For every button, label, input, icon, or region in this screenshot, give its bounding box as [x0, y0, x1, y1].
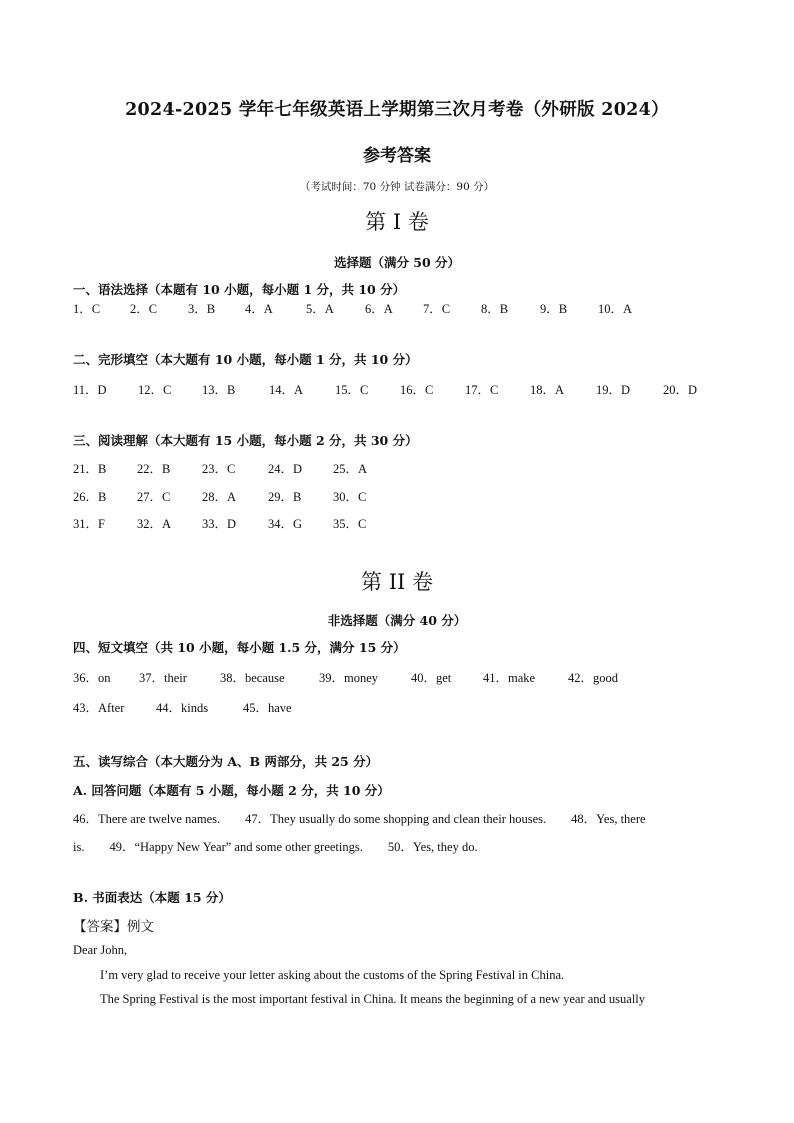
answer-item: 2．C	[130, 302, 158, 316]
answer-item: 40．get	[411, 671, 452, 685]
answer-item: 25．A	[333, 462, 368, 476]
answer-item: 12．C	[138, 383, 172, 397]
answer-item: 14．A	[269, 383, 304, 397]
part-heading-choice: 选择题（满分 50 分）	[333, 255, 461, 270]
answer-item: 41．make	[483, 671, 536, 685]
answer-label: 【答案】例文	[73, 919, 154, 935]
answer-item: 15．C	[335, 383, 369, 397]
answer-item: 7．C	[423, 302, 451, 316]
answer-item: 30．C	[333, 490, 367, 504]
answer-item: 36．on	[73, 671, 111, 685]
letter-salutation: Dear John,	[73, 943, 128, 957]
answer-item: 13．B	[202, 383, 236, 397]
document-subtitle: 参考答案	[363, 146, 431, 166]
answer-item: 34．G	[268, 517, 303, 531]
section-1-heading: 一、语法选择（本题有 10 小题，每小题 1 分，共 10 分）	[73, 282, 406, 297]
answer-item: 38．because	[220, 671, 285, 685]
answer-item: 21．B	[73, 462, 107, 476]
answer-item: 3．B	[188, 302, 216, 316]
part-a-answers-line-1: 46．There are twelve names. 47．They usually do some shopping and clean their houses. 48．Yes, there	[73, 812, 646, 826]
part-heading-non-choice: 非选择题（满分 40 分）	[327, 613, 467, 628]
answer-item: 10．A	[598, 302, 633, 316]
answer-item: 42．good	[568, 671, 619, 685]
letter-paragraph-2: The Spring Festival is the most important festival in China. It means the beginning of a new year and usually	[100, 992, 646, 1006]
letter-paragraph-1: I’m very glad to receive your letter asking about the customs of the Spring Festival in China.	[100, 968, 565, 982]
section-3-heading: 三、阅读理解（本大题有 15 小题，每小题 2 分，共 30 分）	[73, 433, 418, 448]
answer-item: 17．C	[465, 383, 499, 397]
document-title: 2024-2025 学年七年级英语上学期第三次月考卷（外研版 2024）	[125, 100, 669, 120]
answer-item: 23．C	[202, 462, 236, 476]
volume-1-label: 第 I 卷	[365, 210, 429, 234]
answer-item: 5．A	[306, 302, 334, 316]
answer-item: 45．have	[243, 701, 292, 715]
answer-item: 16．C	[400, 383, 434, 397]
answer-item: 43．After	[73, 701, 125, 715]
section-5-heading: 五、读写综合（本大题分为 A、B 两部分，共 25 分）	[73, 754, 379, 769]
part-b-heading: B. 书面表达（本题 15 分）	[73, 890, 231, 905]
answer-item: 22．B	[137, 462, 171, 476]
answer-item: 31．F	[73, 517, 105, 531]
answer-item: 8．B	[481, 302, 509, 316]
answer-item: 27．C	[137, 490, 171, 504]
answer-item: 19．D	[596, 383, 631, 397]
answer-item: 20．D	[663, 383, 698, 397]
part-a-heading: A. 回答问题（本题有 5 小题，每小题 2 分，共 10 分）	[73, 783, 390, 798]
answer-item: 1．C	[73, 302, 101, 316]
answer-item: 35．C	[333, 517, 367, 531]
answer-item: 24．D	[268, 462, 303, 476]
answer-item: 29．B	[268, 490, 302, 504]
answer-item: 39．money	[319, 671, 379, 685]
answer-item: 4．A	[245, 302, 273, 316]
answer-item: 6．A	[365, 302, 393, 316]
answer-item: 18．A	[530, 383, 565, 397]
answer-item: 11．D	[73, 383, 107, 397]
answer-item: 26．B	[73, 490, 107, 504]
answer-item: 28．A	[202, 490, 237, 504]
exam-meta: （考试时间：70 分钟 试卷满分：90 分）	[299, 181, 495, 193]
answer-item: 37．their	[139, 671, 187, 685]
part-a-answers-line-2: is. 49．“Happy New Year” and some other greetings. 50．Yes, they do.	[73, 840, 478, 854]
volume-2-label: 第 II 卷	[361, 570, 433, 594]
answer-item: 32．A	[137, 517, 172, 531]
section-2-heading: 二、完形填空（本大题有 10 小题，每小题 1 分，共 10 分）	[73, 352, 418, 367]
answer-item: 33．D	[202, 517, 237, 531]
answer-item: 44．kinds	[156, 701, 209, 715]
answer-item: 9．B	[540, 302, 568, 316]
section-4-heading: 四、短文填空（共 10 小题，每小题 1.5 分，满分 15 分）	[73, 640, 406, 655]
